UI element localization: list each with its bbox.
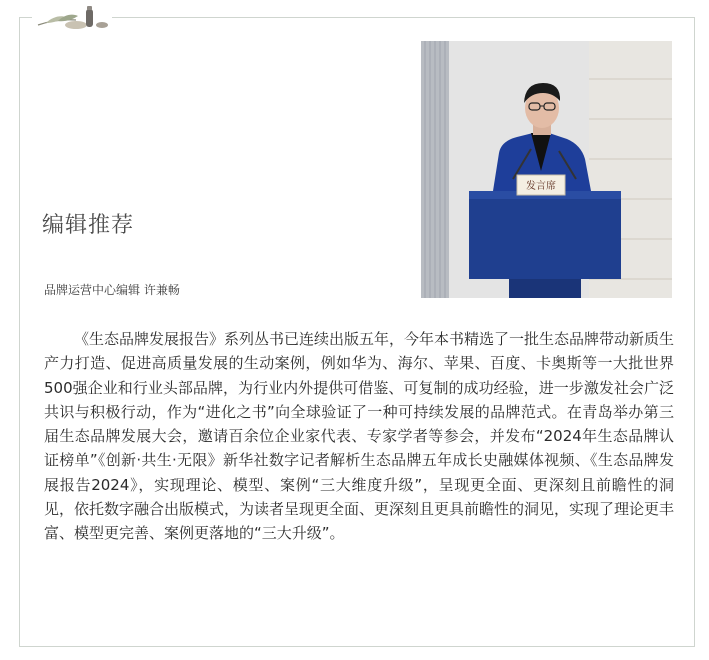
podium-sign-text: 发言席 <box>526 181 556 192</box>
article-paragraph: 《生态品牌发展报告》系列丛书已连续出版五年，今年本书精选了一批生态品牌带动新质生产力打造、促进高质量发展的生动案例，例如华为、海尔、苹果、百度、卡奥斯等一大批世界500强企业和行业头部品牌，为行业内外提供可借鉴、可复制的成功经验，进一步激发社会广泛共识与积极行动，作为“进化之书”向全球验证了一种可持续发展的品牌范式。在青岛举办第三届生态品牌发展大会，邀请百余位企业家代表、专家学者等参会，并发布“2024年生态品牌认证榜单”《创新·共生·无限》新华社数字记者解析生态品牌五年成长史融媒体视频、《生态品牌发展报告2024》，实现理论、模型、案例“三大维度升级”，呈现更全面、更深刻且前瞻性的洞见，依托数字融合出版模式，为读者呈现更全面、更深刻且更具前瞻性的洞见，实现了理论更丰富、模型更完善、案例更落地的“三大升级”。 <box>44 330 675 543</box>
editor-byline: 品牌运营中心编辑 许兼畅 <box>44 283 180 297</box>
decorative-ornament-icon <box>36 3 110 33</box>
speaker-photo <box>421 41 672 298</box>
section-title: 编辑推荐 <box>42 213 135 238</box>
